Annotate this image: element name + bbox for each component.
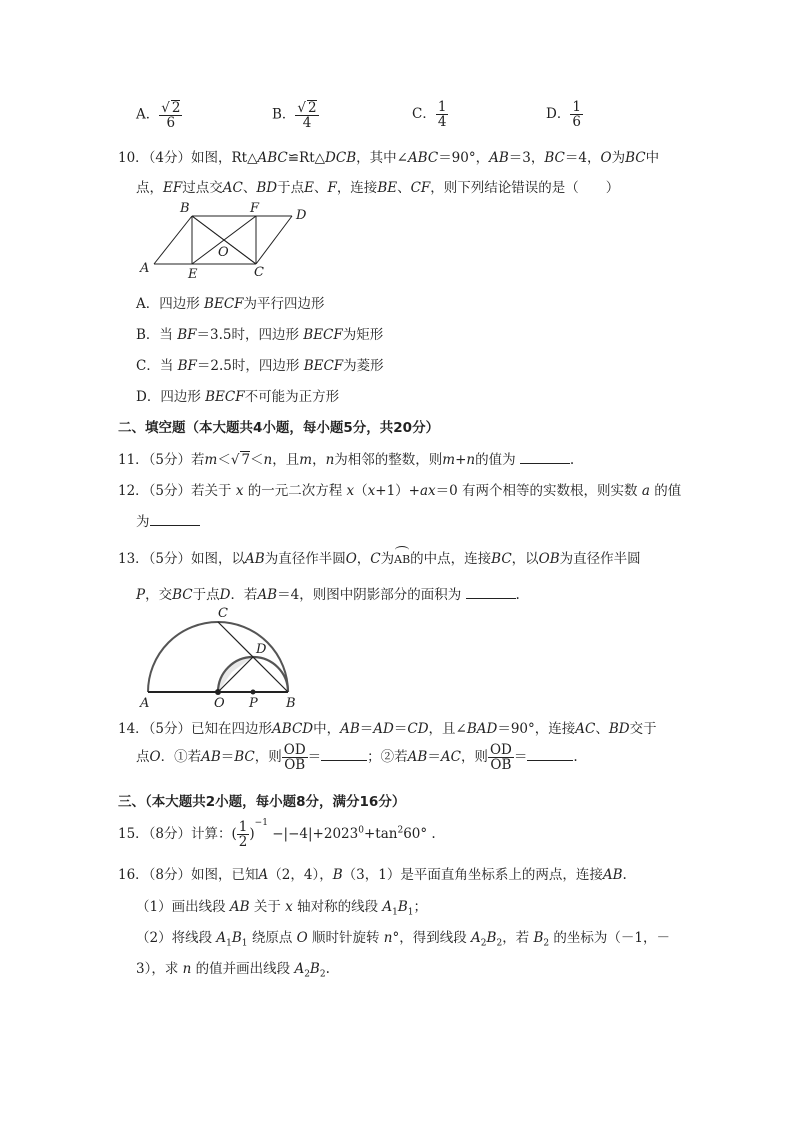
- q10-figure: [136, 200, 316, 284]
- q12-line2: 为: [136, 510, 200, 530]
- fraction: $\frac{1}{4}$: [437, 99, 447, 131]
- label-o: O: [218, 245, 229, 260]
- q10-option-c: C．当 BF＝2.5时，四边形 BECF为菱形: [136, 358, 384, 374]
- answer-blank[interactable]: [321, 748, 367, 761]
- answer-blank[interactable]: [466, 586, 516, 599]
- q16-part2-cont: 3），求 n 的值并画出线段 $A_2B_2$.: [136, 961, 330, 980]
- label-d: D: [256, 642, 267, 657]
- label-o: O: [214, 696, 225, 710]
- q13-figure: [136, 604, 306, 710]
- q12-line1: 12．（5分）若关于 x 的一元二次方程 x（x+1）+ax＝0 有两个相等的实数根，则实数 a 的值: [118, 483, 682, 499]
- fraction-od-ob: $\frac{OD}{OB}$: [283, 742, 306, 774]
- fraction: $\frac{1}{6}$: [572, 99, 581, 131]
- section-3-title: 三、（本大题共2小题，每小题8分，满分16分）: [118, 794, 406, 810]
- q10-option-d: D．四边形 BECF不可能为正方形: [136, 389, 340, 405]
- q10-stem-line2: 点，EF过点交AC、BD于点E、F，连接BE、CF，则下列结论错误的是（ ）: [136, 180, 620, 196]
- q11: 11．（5分）若m＜√ 7＜n，且m，n为相邻的整数，则m+n的值为 .: [118, 452, 575, 468]
- label-c: C: [218, 606, 228, 621]
- q10-option-b: B．当 BF＝3.5时，四边形 BECF为矩形: [136, 327, 384, 343]
- point-o: [215, 689, 221, 695]
- label-a: A: [140, 261, 150, 276]
- q9-option-b: B． $\frac{√ 2}{4}$: [272, 100, 317, 132]
- q15: 15．（8分）计算：( $\frac{1}{2}$ )$^{-1} -|-4|+2023^0+\tan^260^\circ$ .: [118, 817, 436, 851]
- q13-line2: P，交BC于点D．若AB＝4，则图中阴影部分的面积为 .: [136, 587, 520, 603]
- line-ab: [154, 216, 192, 264]
- q16-part2: （2）将线段 $A_1B_1$ 绕原点 O 顺时针旋转 n°，得到线段 $A_2B_2$，若 $B_2$ 的坐标为（－1，－: [136, 930, 671, 949]
- answer-blank[interactable]: [520, 451, 570, 464]
- answer-blank[interactable]: [150, 513, 200, 526]
- q14-line1: 14．（5分）已知在四边形ABCD中，AB＝AD＝CD，且∠BAD＝90°，连接AC、BD交于: [118, 721, 657, 737]
- label-p: P: [249, 696, 258, 710]
- label-d: D: [296, 208, 307, 223]
- answer-blank[interactable]: [527, 748, 573, 761]
- label-e: E: [188, 267, 198, 282]
- q10-option-a: A．四边形 BECF为平行四边形: [136, 296, 325, 312]
- label-b: B: [286, 696, 296, 710]
- fraction-od-ob: $\frac{OD}{OB}$: [489, 742, 512, 774]
- q9-option-d: D． $\frac{1}{6}$: [546, 99, 581, 131]
- q16-part1: （1）画出线段 AB 关于 x 轴对称的线段 $A_1B_1$；: [136, 899, 428, 918]
- section-2-title: 二、填空题（本大题共4小题，每小题5分，共20分）: [118, 420, 440, 436]
- fraction-half: $\frac{1}{2}$: [238, 819, 248, 851]
- label-f: F: [250, 201, 260, 216]
- line-dc: [256, 216, 292, 264]
- q9-option-c: C． $\frac{1}{4}$: [412, 99, 447, 131]
- q9-option-a: A． $\frac{√ 2}{6}$: [136, 100, 181, 132]
- q13-line1: 13．（5分）如图，以AB为直径作半圆O，C为 AB的中点，连接BC，以OB为直径作半圆: [118, 547, 641, 567]
- arc-ab: AB: [394, 551, 410, 567]
- q14-line2: 点O．①若AB＝BC，则 $\frac{OD}{OB}$ ＝ ；②若AB＝AC，则 $\frac{OD}{OB}$ ＝ .: [136, 742, 578, 774]
- point-p: [251, 690, 256, 695]
- label-b: B: [180, 201, 190, 216]
- fraction: $\frac{√ 2}{6}$: [161, 100, 181, 132]
- big-semicircle: [148, 622, 288, 692]
- q16-stem: 16．（8分）如图，已知A（2，4），B（3，1）是平面直角坐标系上的两点，连接AB.: [118, 867, 627, 883]
- label-a: A: [140, 696, 150, 710]
- label-c: C: [254, 265, 264, 280]
- fraction: $\frac{√ 2}{4}$: [297, 100, 317, 132]
- q10-stem-line1: 10．（4分）如图，Rt△ABC≌Rt△DCB，其中∠ABC＝90°，AB＝3，BC＝4，O为BC中: [118, 150, 660, 166]
